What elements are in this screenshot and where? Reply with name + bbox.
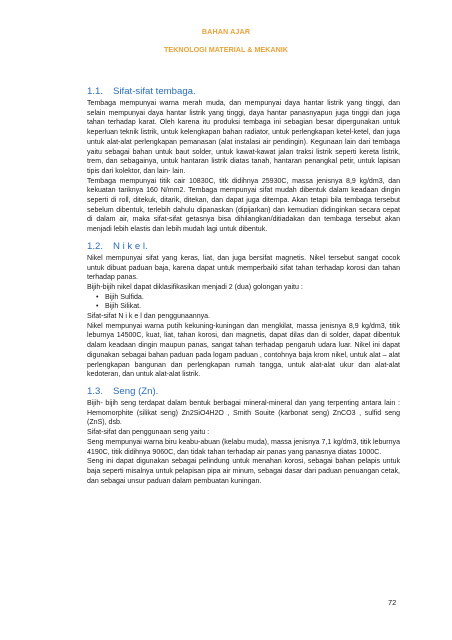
section-number: 1.3. (87, 385, 104, 397)
section-heading (87, 86, 400, 98)
page-number: 72 (388, 598, 397, 607)
header-line-2: TEKNOLOGI MATERIAL & MEKANIK (164, 45, 288, 54)
section-title: Sifat-sifat tembaga. (113, 86, 196, 97)
page-content (87, 86, 400, 486)
page-header (0, 27, 452, 54)
paragraph: Bijih- bijih seng terdapat dalam bentuk berbagai mineral-mineral dan yang terpenting antara lain : Hemomorphite (silikat seng) Zn2SiO4H2O , Smith Souite (karbonat seng) ZnCO3 , sulfid seng (ZnS), dsb. (87, 399, 400, 427)
section-nikel (87, 241, 400, 380)
section-heading (87, 386, 400, 398)
section-heading (87, 241, 400, 253)
section-seng (87, 386, 400, 486)
section-title: Seng (Zn). (113, 385, 159, 397)
section-number: 1.1. (87, 86, 104, 97)
paragraph: Seng mempunyai warna biru keabu-abuan (kelabu muda), massa jenisnya 7,1 kg/dm3, titik leburnya 4190C, titik didihnya 9060C, dan tidak tahan terhadap air panas yang panasnya diatas 1000C. (87, 438, 400, 456)
paragraph: Nikel mempunyai sifat yang keras, liat, dan juga bersifat magnetis. Nikel tersebut sangat cocok untuk dibuat paduan baja, karena dapat untuk memperbaiki sifat tahan terhadap korosi dan tahan terhadap panas. (87, 254, 400, 282)
paragraph: Tembaga mempunyai warna merah muda, dan mempunyai daya hantar listrik yang tinggi, dan selain mempunyai daya hantar listrik yang tinggi, daya hantar panasnyapun juga tinggi dan juga tahan terhadap karat. Oleh karena itu produksi tembaga ini sebagian besar dipergunakan untuk keperluan teknik listrik, untuk kelengkapan bahan radiator, untuk perlengkapan ketel-ketel, dan juga untuk alat-alat perlengkapan pemanasan (alat instalasi air pendingin). Kegunaan lain dari tembaga yaitu sebagai bahan untuk baut solder, untuk kawat-kawat jalan traksi listrik seperti kereta listrik, trem, dan sebagainya, untuk hantaran listrik diatas tanah, hantaran penangkal petir, untuk lapisan tipis dari kolektor, dan lain- lain. (87, 100, 400, 175)
list-item: • Bijih Sulfida. (105, 293, 400, 303)
section-title: N i k e l. (113, 240, 148, 252)
paragraph: Sifat-sifat N i k e l dan penggunaannya. (87, 313, 211, 321)
paragraph: Seng ini dapat digunakan sebagai pelindung untuk menahan korosi, sebagai bahan pelapis untuk baja seperti misalnya untuk pelapisan pipa air minum, sebagai dasar dari paduan penuangan cetak, dan sebagai unsur paduan dalam pembuatan kuningan. (87, 458, 400, 485)
section-number: 1.2. (87, 240, 104, 252)
header-line-1: BAHAN AJAR (201, 27, 251, 36)
bullet-list (87, 293, 400, 312)
section-tembaga (87, 86, 400, 235)
paragraph: Tembaga mempunyai titik cair 10830C, titk didihnya 25930C, massa jenisnya 8,9 kg/dm3, dan kekuatan tariknya 160 N/mm2. Tembaga mempunyai sifat mudah dibentuk dalam keadaan dingin seperti di roll, ditekuk, ditarik, ditekan, dan dapat juga ditempa. Akan tetapi bila tembaga tersebut sebelum dibentuk, terlebih dahulu dipanaskan (dipijarkan) dan kemudian didinginkan secara cepat di dalam air, maka sifat-sifat getasnya bisa dihilangkan/ditiadakan dan tembaga tersebut akan menjadi lebih elastis dan lebih mudah lagi untuk dibentuk. (87, 177, 400, 234)
paragraph: Sifat-sifat dan penggunaan seng yaitu : (87, 429, 210, 437)
paragraph: Nikel mempunyai warna putih kekuning-kuningan dan mengkilat, massa jenisnya 8,9 kg/dm3, titik leburnya 14500C, kuat, liat, tahan korosi, dan magnetis, dapat dilas dan di solder, dapat dibentuk dalam keadaan dingin maupun panas, sangat tahan terhadap pengaruh udara luar. Nikel ini dapat digunakan sebagai bahan paduan pada logam paduan , contohnya baja krom nikel, untuk alat – alat perlengkapan bangunan dan perlengkapan rumah tangga, untuk alat-alat ukur dan alat-alat kedoteran, dan untuk alat-alat listrik. (87, 322, 400, 379)
paragraph: Bijih-bijih nikel dapat diklasifikasikan menjadi 2 (dua) golongan yaitu : (87, 283, 303, 291)
list-item: • Bijih Silikat. (105, 302, 400, 312)
